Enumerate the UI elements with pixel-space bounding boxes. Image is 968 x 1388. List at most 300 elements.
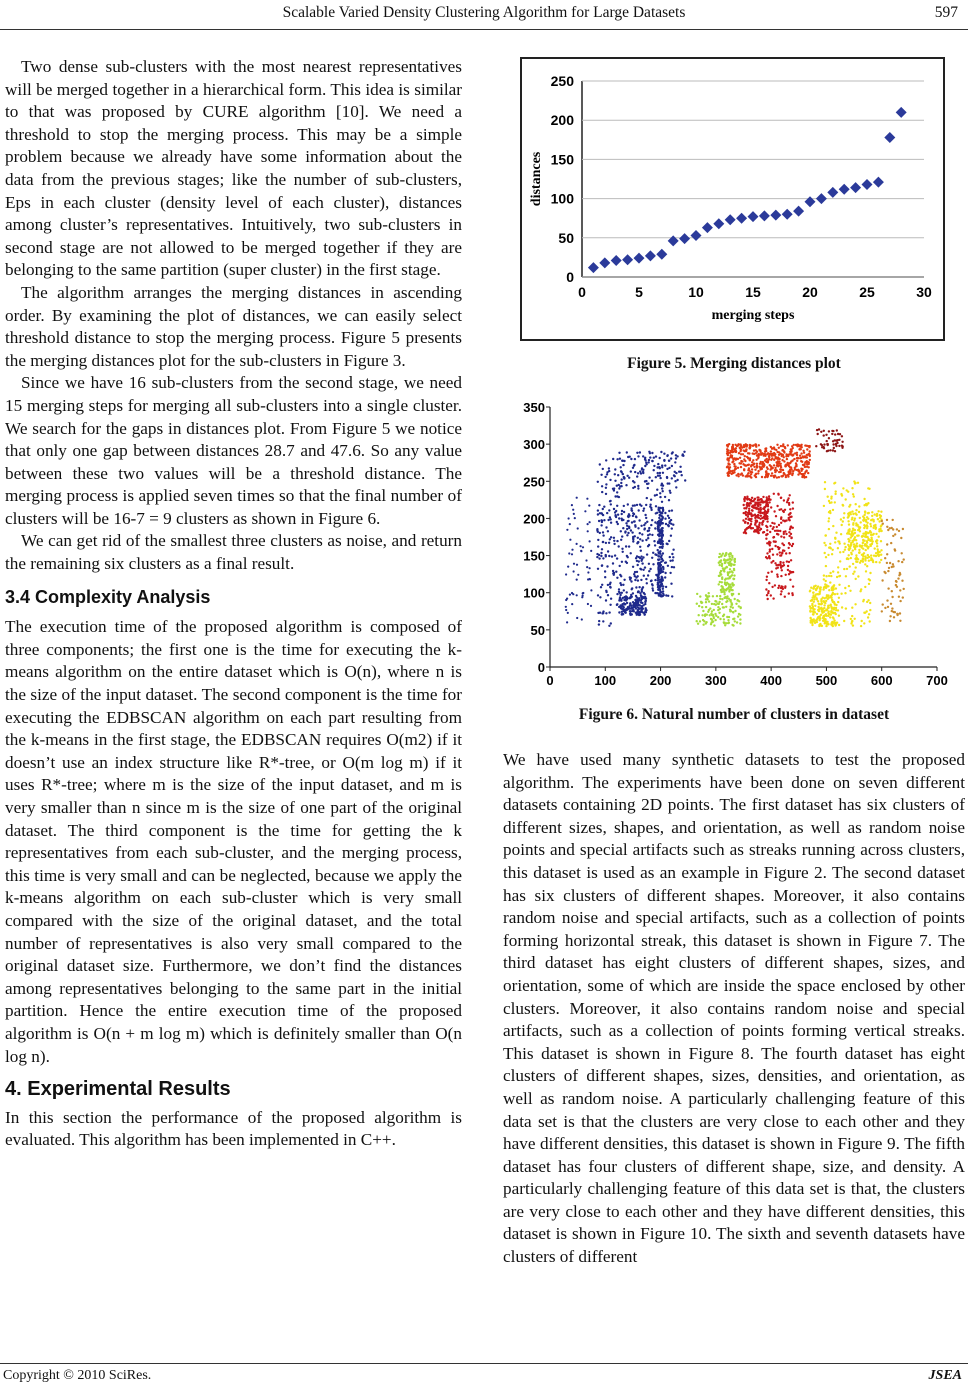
- data-point: [851, 510, 853, 512]
- data-point: [576, 594, 578, 596]
- data-point: [750, 476, 752, 478]
- data-point: [646, 497, 648, 499]
- data-point: [644, 593, 646, 595]
- data-point: [759, 463, 761, 465]
- data-point: [662, 585, 664, 587]
- data-point: [764, 448, 766, 450]
- data-point: [753, 498, 755, 500]
- data-point: [589, 540, 591, 542]
- data-point: [759, 210, 770, 221]
- data-point: [769, 499, 771, 501]
- data-point: [634, 571, 636, 573]
- data-point: [776, 451, 778, 453]
- data-point: [734, 620, 736, 622]
- data-point: [783, 544, 785, 546]
- data-point: [766, 501, 768, 503]
- data-point: [658, 509, 660, 511]
- data-point: [783, 499, 785, 501]
- data-point: [769, 464, 771, 466]
- y-tick-label: 300: [523, 437, 545, 453]
- data-point: [826, 440, 828, 442]
- data-point: [709, 607, 711, 609]
- data-point: [776, 505, 778, 507]
- data-point: [811, 622, 813, 624]
- data-point: [825, 434, 827, 436]
- data-point: [741, 472, 743, 474]
- data-point: [623, 589, 625, 591]
- data-point: [812, 613, 814, 615]
- data-point: [839, 551, 841, 553]
- data-point: [807, 472, 809, 474]
- data-point: [609, 582, 611, 584]
- data-point: [745, 532, 747, 534]
- data-point: [880, 511, 882, 513]
- data-point: [765, 534, 767, 536]
- data-point: [766, 453, 768, 455]
- data-point: [768, 556, 770, 558]
- data-point: [664, 518, 666, 520]
- data-point: [829, 572, 831, 574]
- data-point: [679, 466, 681, 468]
- data-point: [650, 579, 652, 581]
- data-point: [776, 476, 778, 478]
- data-point: [719, 553, 721, 555]
- data-point: [668, 499, 670, 501]
- data-point: [892, 528, 894, 530]
- data-point: [739, 447, 741, 449]
- y-tick-label: 200: [523, 511, 545, 527]
- data-point: [859, 517, 861, 519]
- data-point: [829, 616, 831, 618]
- data-point: [846, 568, 848, 570]
- data-point: [740, 466, 742, 468]
- data-point: [894, 548, 896, 550]
- data-point: [605, 487, 607, 489]
- data-point: [646, 582, 648, 584]
- data-point: [863, 599, 865, 601]
- data-point: [889, 615, 891, 617]
- data-point: [626, 562, 628, 564]
- data-point: [660, 568, 662, 570]
- data-point: [754, 514, 756, 516]
- data-point: [617, 514, 619, 516]
- data-point: [812, 610, 814, 612]
- data-point: [866, 540, 868, 542]
- data-point: [616, 458, 618, 460]
- data-point: [635, 603, 637, 605]
- data-point: [823, 574, 825, 576]
- data-point: [727, 619, 729, 621]
- data-point: [851, 517, 853, 519]
- data-point: [586, 566, 588, 568]
- data-point: [626, 591, 628, 593]
- data-point: [632, 467, 634, 469]
- data-point: [823, 610, 825, 612]
- data-point: [851, 607, 853, 609]
- data-point: [732, 611, 734, 613]
- data-point: [652, 589, 654, 591]
- data-point: [648, 476, 650, 478]
- data-point: [803, 476, 805, 478]
- data-point: [785, 574, 787, 576]
- data-point: [788, 502, 790, 504]
- data-point: [672, 559, 674, 561]
- data-point: [679, 233, 690, 244]
- data-point: [861, 554, 863, 556]
- data-point: [840, 493, 842, 495]
- data-point: [776, 573, 778, 575]
- data-point: [827, 187, 838, 198]
- data-point: [892, 565, 894, 567]
- data-point: [620, 584, 622, 586]
- data-point: [820, 600, 822, 602]
- data-point: [651, 460, 653, 462]
- data-point: [836, 576, 838, 578]
- data-point: [903, 588, 905, 590]
- data-point: [835, 604, 837, 606]
- y-tick-label: 100: [523, 585, 545, 601]
- data-point: [898, 530, 900, 532]
- data-point: [767, 473, 769, 475]
- data-point: [844, 587, 846, 589]
- data-point: [613, 543, 615, 545]
- data-point: [882, 603, 884, 605]
- data-point: [777, 493, 779, 495]
- data-point: [621, 478, 623, 480]
- data-point: [848, 548, 850, 550]
- data-point: [853, 519, 855, 521]
- data-point: [696, 603, 698, 605]
- data-point: [841, 445, 843, 447]
- data-point: [702, 624, 704, 626]
- data-point: [854, 546, 856, 548]
- x-tick-label: 100: [594, 673, 617, 688]
- data-point: [601, 491, 603, 493]
- data-point: [845, 575, 847, 577]
- data-point: [657, 559, 659, 561]
- data-point: [661, 533, 663, 535]
- data-point: [732, 584, 734, 586]
- data-point: [899, 620, 901, 622]
- data-point: [866, 516, 868, 518]
- data-point: [838, 584, 840, 586]
- data-point: [872, 560, 874, 562]
- data-point: [754, 517, 756, 519]
- data-point: [620, 539, 622, 541]
- data-point: [745, 448, 747, 450]
- data-point: [850, 552, 852, 554]
- data-point: [830, 575, 832, 577]
- data-point: [733, 574, 735, 576]
- data-point: [739, 622, 741, 624]
- data-point: [799, 457, 801, 459]
- data-point: [621, 548, 623, 550]
- data-point: [568, 517, 570, 519]
- data-point: [770, 475, 772, 477]
- data-point: [847, 529, 849, 531]
- data-point: [662, 552, 664, 554]
- data-point: [630, 580, 632, 582]
- data-point: [671, 452, 673, 454]
- data-point: [825, 565, 827, 567]
- data-point: [759, 518, 761, 520]
- data-point: [816, 429, 818, 431]
- data-point: [623, 476, 625, 478]
- data-point: [794, 467, 796, 469]
- data-point: [661, 512, 663, 514]
- data-point: [838, 597, 840, 599]
- data-point: [572, 509, 574, 511]
- data-point: [788, 573, 790, 575]
- data-point: [681, 474, 683, 476]
- data-point: [831, 553, 833, 555]
- data-point: [825, 587, 827, 589]
- data-point: [641, 562, 643, 564]
- data-point: [746, 527, 748, 529]
- data-point: [652, 552, 654, 554]
- data-point: [651, 587, 653, 589]
- data-point: [782, 443, 784, 445]
- data-point: [577, 527, 579, 529]
- data-point: [720, 570, 722, 572]
- data-point: [851, 487, 853, 489]
- data-point: [747, 472, 749, 474]
- data-point: [839, 184, 850, 195]
- data-point: [861, 620, 863, 622]
- data-point: [798, 445, 800, 447]
- data-point: [834, 501, 836, 503]
- data-point: [648, 527, 650, 529]
- data-point: [620, 604, 622, 606]
- data-point: [657, 592, 659, 594]
- data-point: [832, 449, 834, 451]
- data-point: [856, 561, 858, 563]
- data-point: [747, 457, 749, 459]
- data-point: [824, 583, 826, 585]
- page-footer: [0, 1368, 968, 1386]
- data-point: [717, 616, 719, 618]
- data-point: [625, 484, 627, 486]
- data-point: [624, 603, 626, 605]
- data-point: [790, 559, 792, 561]
- data-point: [842, 520, 844, 522]
- data-point: [616, 593, 618, 595]
- data-point: [850, 536, 852, 538]
- data-point: [665, 523, 667, 525]
- data-point: [614, 514, 616, 516]
- data-point: [892, 563, 894, 565]
- data-point: [863, 520, 865, 522]
- data-point: [862, 515, 864, 517]
- data-point: [653, 540, 655, 542]
- data-point: [606, 471, 608, 473]
- data-point: [770, 506, 772, 508]
- data-point: [801, 461, 803, 463]
- data-point: [767, 508, 769, 510]
- data-point: [629, 607, 631, 609]
- data-point: [714, 619, 716, 621]
- data-point: [814, 605, 816, 607]
- data-point: [743, 469, 745, 471]
- data-point: [639, 546, 641, 548]
- data-point: [664, 576, 666, 578]
- data-point: [854, 618, 856, 620]
- data-point: [651, 534, 653, 536]
- data-point: [848, 523, 850, 525]
- data-point: [589, 521, 591, 523]
- data-point: [850, 534, 852, 536]
- data-point: [870, 525, 872, 527]
- data-point: [827, 605, 829, 607]
- data-point: [829, 546, 831, 548]
- data-point: [614, 468, 616, 470]
- data-point: [792, 543, 794, 545]
- data-point: [830, 496, 832, 498]
- data-point: [611, 555, 613, 557]
- data-point: [713, 603, 715, 605]
- data-point: [619, 458, 621, 460]
- data-point: [640, 472, 642, 474]
- data-point: [601, 513, 603, 515]
- data-point: [655, 554, 657, 556]
- data-point: [796, 454, 798, 456]
- data-point: [639, 451, 641, 453]
- data-point: [670, 535, 672, 537]
- data-point: [608, 542, 610, 544]
- data-point: [696, 593, 698, 595]
- data-point: [868, 578, 870, 580]
- data-point: [776, 526, 778, 528]
- data-point: [658, 538, 660, 540]
- data-point: [863, 524, 865, 526]
- data-point: [867, 599, 869, 601]
- data-point: [869, 609, 871, 611]
- data-point: [773, 536, 775, 538]
- data-point: [615, 571, 617, 573]
- data-point: [834, 482, 836, 484]
- data-point: [734, 444, 736, 446]
- data-point: [668, 482, 670, 484]
- data-point: [886, 519, 888, 521]
- data-point: [661, 576, 663, 578]
- data-point: [882, 523, 884, 525]
- data-point: [611, 255, 622, 266]
- data-point: [748, 467, 750, 469]
- data-point: [602, 468, 604, 470]
- data-point: [646, 463, 648, 465]
- data-point: [768, 495, 770, 497]
- data-point: [727, 572, 729, 574]
- data-point: [816, 193, 827, 204]
- data-point: [782, 562, 784, 564]
- data-point: [835, 613, 837, 615]
- data-point: [759, 522, 761, 524]
- data-point: [622, 464, 624, 466]
- data-point: [628, 513, 630, 515]
- data-point: [762, 496, 764, 498]
- data-point: [870, 545, 872, 547]
- data-point: [827, 623, 829, 625]
- data-point: [857, 482, 859, 484]
- data-point: [833, 447, 835, 449]
- data-point: [739, 457, 741, 459]
- data-point: [725, 214, 736, 225]
- data-point: [600, 474, 602, 476]
- data-point: [671, 477, 673, 479]
- y-tick-label: 250: [523, 474, 545, 490]
- data-point: [821, 625, 823, 627]
- data-point: [806, 448, 808, 450]
- data-point: [699, 620, 701, 622]
- data-point: [789, 579, 791, 581]
- data-point: [785, 552, 787, 554]
- data-point: [847, 520, 849, 522]
- data-point: [765, 525, 767, 527]
- data-point: [899, 612, 901, 614]
- data-point: [618, 517, 620, 519]
- data-point: [792, 501, 794, 503]
- data-point: [851, 531, 853, 533]
- data-point: [823, 604, 825, 606]
- data-point: [654, 544, 656, 546]
- data-point: [733, 564, 735, 566]
- data-point: [723, 618, 725, 620]
- data-point: [805, 196, 816, 207]
- data-point: [850, 618, 852, 620]
- data-point: [701, 601, 703, 603]
- data-point: [649, 533, 651, 535]
- data-point: [873, 177, 884, 188]
- data-point: [750, 523, 752, 525]
- data-point: [621, 518, 623, 520]
- data-point: [598, 620, 600, 622]
- data-point: [629, 610, 631, 612]
- data-point: [659, 550, 661, 552]
- data-point: [866, 524, 868, 526]
- data-point: [728, 553, 730, 555]
- data-point: [657, 526, 659, 528]
- data-point: [582, 546, 584, 548]
- data-point: [631, 521, 633, 523]
- data-point: [789, 552, 791, 554]
- data-point: [830, 604, 832, 606]
- data-point: [787, 565, 789, 567]
- data-point: [726, 616, 728, 618]
- data-point: [728, 475, 730, 477]
- data-point: [601, 520, 603, 522]
- data-point: [613, 508, 615, 510]
- data-point: [876, 545, 878, 547]
- data-point: [740, 460, 742, 462]
- data-point: [891, 596, 893, 598]
- data-point: [737, 467, 739, 469]
- data-point: [740, 445, 742, 447]
- data-point: [588, 262, 599, 273]
- data-point: [696, 620, 698, 622]
- data-point: [892, 519, 894, 521]
- data-point: [865, 570, 867, 572]
- data-point: [768, 582, 770, 584]
- data-point: [627, 556, 629, 558]
- data-point: [585, 559, 587, 561]
- data-point: [841, 435, 843, 437]
- data-point: [867, 538, 869, 540]
- data-point: [850, 182, 861, 193]
- data-point: [657, 566, 659, 568]
- data-point: [659, 540, 661, 542]
- data-point: [831, 433, 833, 435]
- data-point: [736, 213, 747, 224]
